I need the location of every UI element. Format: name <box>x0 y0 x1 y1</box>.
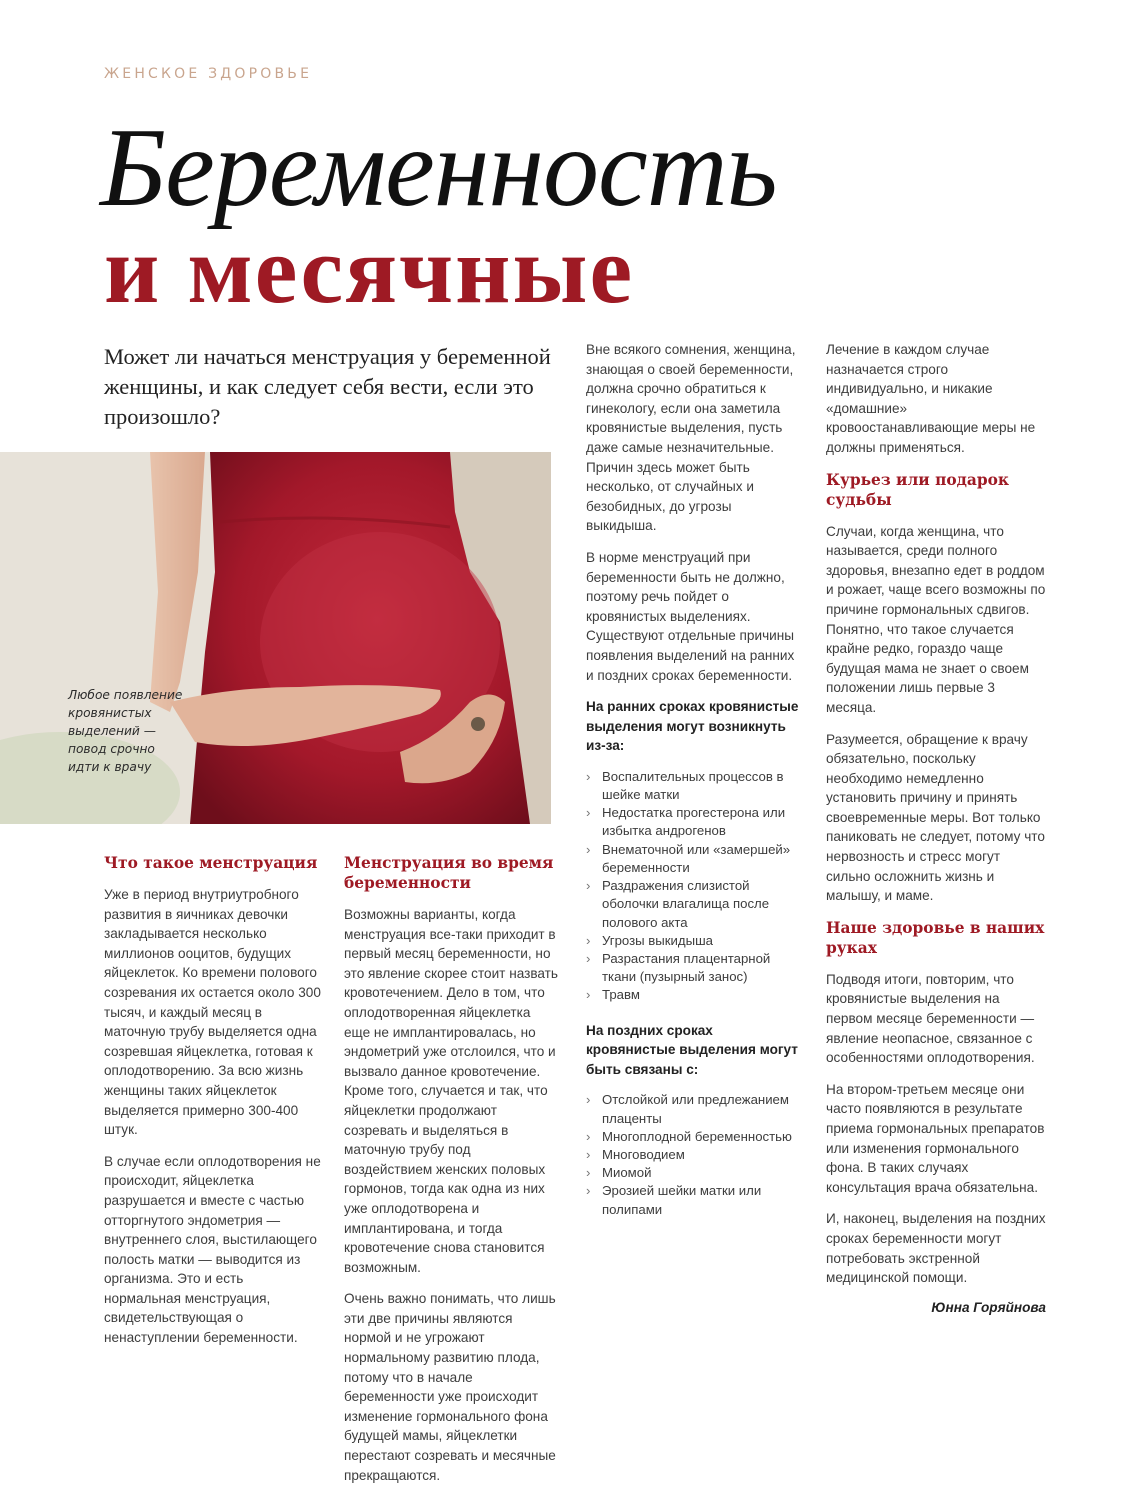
photo-caption: Любое появление кровянистых выделений — повод срочно идти к врачу <box>68 688 183 774</box>
column-1 <box>104 853 322 1360</box>
list-item: › Отслойкой или предлежанием плаценты <box>586 1091 800 1127</box>
paragraph: В норме менструаций при беременности быть не должно, поэтому речь пойдет о кровянистых выделениях. Существуют отдельные причины появления выделений на ранних и поздних сроках беременности. <box>586 549 795 683</box>
article-title-line1: Беременность <box>100 106 777 230</box>
paragraph: Разумеется, обращение к врачу обязательно, поскольку необходимо немедленно установить причину и принять своевременные меры. Вот только паниковать не следует, потому что нервозность и стресс могут сильно осложнить жизнь и малышу, и маме. <box>826 731 1045 904</box>
list-item: › Внематочной или «замершей» беременности <box>586 841 800 877</box>
list-item: › Эрозией шейки матки или полипами <box>586 1182 800 1218</box>
heading-what-is-menstruation: Что такое менструация <box>104 854 318 872</box>
article-lead: Может ли начаться менструация у беременной женщины, и как следует себя вести, если это произошло? <box>104 344 551 429</box>
column-3 <box>586 340 800 1235</box>
list-item: › Многоводием <box>586 1146 800 1164</box>
list-item: › Недостатка прогестерона или избытка андрогенов <box>586 804 800 840</box>
paragraph: Уже в период внутриутробного развития в яичниках девочки закладывается несколько миллионов ооцитов, будущих яйцеклеток. Ко времени полового созревания их остается около 300 тысяч, и каждый месяц в маточную трубу выделяется одна созревшая яйцеклетка, готовая к оплодотворению. За всю жизнь женщины таких яйцеклеток выделяется примерно 300-400 штук. <box>104 887 321 1138</box>
paragraph: Возможны варианты, когда менструация все-таки приходит в первый месяц беременности, но это явление скорее стоит назвать кровотечением. Дело в том, что оплодотворенная яйцеклетка еще не имплантировалась, но эндометрий уже отслоился, что и вызвало данное кровотечение. Кроме того, случается и так, что яйцеклетки продолжают созревать и выделяться в маточную трубу под воздействием женских половых гормонов, тогда как одна из них уже оплодотворена и имплантирована, и тогда кровотечение снова становится возможным. <box>344 907 558 1275</box>
list-item: › Угрозы выкидыша <box>586 932 800 950</box>
paragraph: На втором-третьем месяце они часто появляются в результате приема гормональных препаратов или изменения гормонального фона. В таких случаях консультация врача обязательна. <box>826 1081 1045 1195</box>
paragraph: И, наконец, выделения на поздних сроках беременности могут потребовать экстренной медицинской помощи. <box>826 1211 1046 1286</box>
article-title-line2: и месячные <box>104 216 635 323</box>
list-item: › Многоплодной беременностью <box>586 1128 800 1146</box>
early-causes-heading: На ранних сроках кровянистые выделения могут возникнуть из-за: <box>586 699 799 754</box>
paragraph: В случае если оплодотворения не происходит, яйцеклетка разрушается и вместе с частью отторгнутого эндометрия — внутреннего слоя, выстилающего полость матки — выводится из организма. Это и есть нормальная менструация, свидетельствующая о ненаступлении беременности. <box>104 1153 321 1346</box>
list-item: › Травм <box>586 986 800 1004</box>
list-item: › Воспалительных процессов в шейке матки <box>586 768 800 804</box>
list-item: › Миомой <box>586 1164 800 1182</box>
paragraph: Подводя итоги, повторим, что кровянистые выделения на первом месяце беременности — явление неопасное, связанное с особенностями оплодотворения. <box>826 971 1035 1066</box>
list-item: › Раздражения слизистой оболочки влагалища после полового акта <box>586 877 800 932</box>
paragraph: Случаи, когда женщина, что называется, среди полного здоровья, внезапно едет в роддом и рожает, чаще всего возможны по причине гормональных сдвигов. Понятно, что такое случается крайне редко, гораздо чаще будущая мама не знает о своем положении лишь первые 3 месяца. <box>826 523 1046 715</box>
late-causes-list <box>586 1091 800 1218</box>
late-causes-heading: На поздних сроках кровянистые выделения могут быть связаны с: <box>586 1022 798 1077</box>
heading-our-health: Наше здоровье в наших руках <box>826 918 1045 957</box>
paragraph: Вне всякого сомнения, женщина, знающая о своей беременности, должна срочно обратиться к гинекологу, если она заметила кровянистые выделения, пусть даже самые незначительные. Причин здесь может быть несколько, от случайных и безобидных, до угрозы выкидыша. <box>586 342 796 534</box>
list-item: › Разрастания плацентарной ткани (пузырный занос) <box>586 950 800 986</box>
heading-menstruation-during-pregnancy: Менструация во время беременности <box>344 854 554 892</box>
column-4 <box>826 340 1046 1317</box>
paragraph: Лечение в каждом случае назначается строго индивидуально, и никакие «домашние» кровоостанавливающие меры не должны применяться. <box>826 342 1036 455</box>
paragraph: Очень важно понимать, что лишь эти две причины являются нормой и не угрожают нормальному развитию плода, потому что в начале беременности уже происходит изменение гормонального фона будущей мамы, яйцеклетки перестают созревать и месячные прекращаются. <box>344 1291 556 1483</box>
column-2 <box>344 853 558 1490</box>
heading-curiosity-or-gift: Курьез или подарок судьбы <box>826 470 1009 509</box>
early-causes-list <box>586 768 800 1005</box>
section-rubric: ЖЕНСКОЕ ЗДОРОВЬЕ <box>104 66 313 82</box>
article-author: Юнна Горяйнова <box>931 1299 1046 1315</box>
